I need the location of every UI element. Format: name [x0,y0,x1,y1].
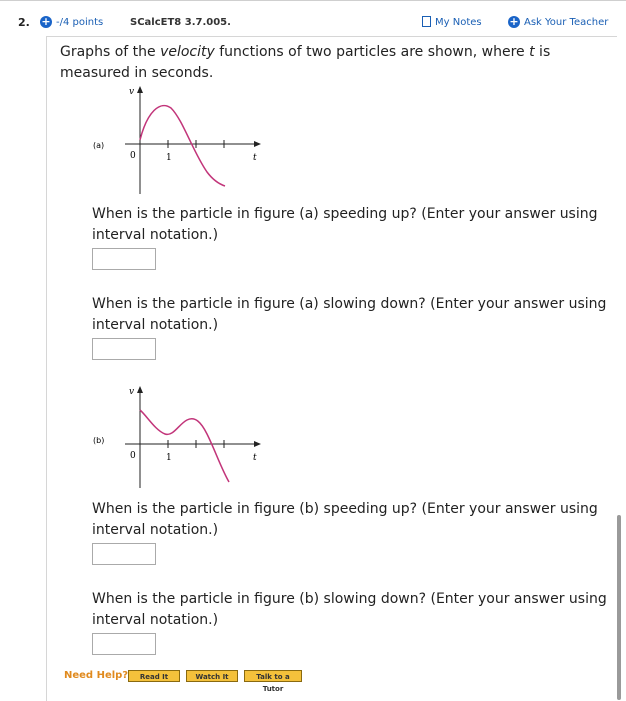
intro-t: t [529,44,535,60]
intro-text-1: Graphs of the [60,44,161,60]
graph-b-label: (b) [93,436,105,445]
question-number: 2. [18,16,30,29]
graph-b-tick-label: 1 [166,453,172,463]
watch-it-button[interactable]: Watch It [186,670,238,682]
graph-a-tick-label: 1 [166,153,172,163]
intro-velocity: velocity [160,44,215,60]
read-it-button[interactable]: Read It [128,670,180,682]
ask-teacher-plus-icon[interactable]: + [509,15,519,28]
graph-a-origin: 0 [130,151,136,161]
answer-a-slowing[interactable] [92,338,156,360]
scrollbar[interactable] [617,515,621,700]
graph-a-curve [140,106,225,186]
graph-a-t-label: t [253,153,257,163]
problem-code: SCalcET8 3.7.005. [130,17,231,28]
answer-a-speeding[interactable] [92,248,156,270]
graph-a-x-arrow [254,141,261,147]
problem-statement [60,42,580,84]
graph-b-x-arrow [254,441,261,447]
graph-b-v-label: v [129,387,135,397]
top-divider [0,0,626,1]
expand-plus-icon[interactable]: + [41,15,51,28]
graph-a-y-arrow [137,86,143,93]
answer-b-speeding[interactable] [92,543,156,565]
note-icon[interactable] [422,16,431,27]
points-label: -/4 points [56,17,104,28]
graph-b-curve [140,410,229,482]
my-notes-link[interactable]: My Notes [435,17,482,28]
question-header [0,8,626,36]
graph-a [85,82,285,202]
question-a-speeding: When is the particle in figure (a) speeding up? (Enter your answer using interval notation.) [92,206,598,243]
ask-teacher-link[interactable]: Ask Your Teacher [524,17,609,28]
answer-b-slowing[interactable] [92,633,156,655]
graph-b-origin: 0 [130,451,136,461]
graph-a-label: (a) [93,141,105,150]
question-b-speeding: When is the particle in figure (b) speeding up? (Enter your answer using interval notation.) [92,501,598,538]
talk-to-tutor-button[interactable]: Talk to a Tutor [244,670,302,682]
graph-b [85,380,285,495]
graph-a-v-label: v [129,87,135,97]
need-help-label: Need Help? [64,670,129,681]
question-b-slowing: When is the particle in figure (b) slowing down? (Enter your answer using interval notation.) [92,591,607,628]
intro-text-2: functions of two particles are shown, where [214,44,530,60]
question-a-slowing: When is the particle in figure (a) slowing down? (Enter your answer using interval notation.) [92,296,607,333]
graph-b-t-label: t [253,453,257,463]
graph-b-y-arrow [137,386,143,393]
intro-text-3: is measured in seconds. [60,44,551,81]
